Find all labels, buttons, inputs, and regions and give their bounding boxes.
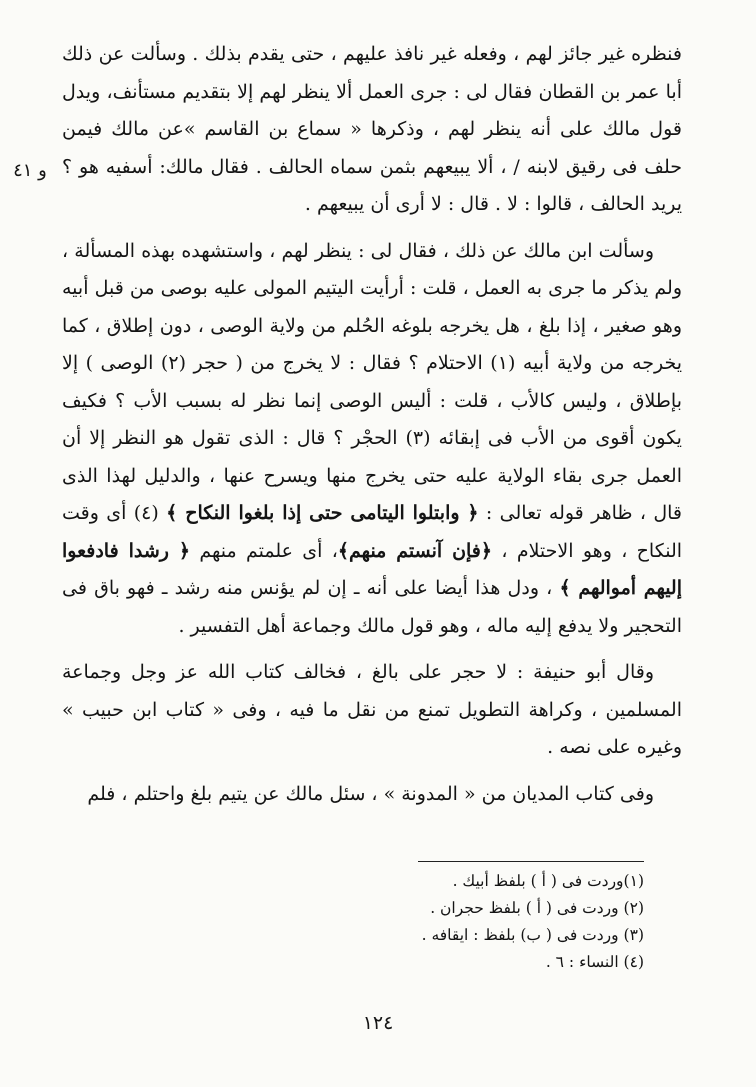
paragraph-1	[62, 36, 682, 224]
text-segment: (٤) أى وقت النكاح ، وهو الاحتلام ،	[62, 502, 683, 562]
quran-verse-3: ﴿ رشدا فادفعوا إليهم أموالهم ﴾	[62, 539, 683, 599]
text-segment: وفى كتاب المديان من « المدونة » ، سئل مالك عن يتيم بلغ واحتلم ، فلم	[87, 782, 654, 805]
paragraph-3	[62, 654, 682, 767]
paragraph-4	[62, 776, 682, 814]
paragraph-2	[62, 233, 682, 646]
footnote-4: (٤) النساء : ٦ .	[545, 953, 644, 971]
text-segment: ، أى علمتم منهم	[189, 539, 338, 562]
footnote-3: (٣) وردت فى ( ب) بلفظ : ايقافه .	[421, 926, 644, 944]
footnote-separator	[418, 861, 644, 862]
text-segment: ، ودل هذا أيضا على أنه ـ إن لم يؤنس منه رشد ـ فهو باق فى التحجير ولا يدفع إليه ماله ، وهو قول مالك وجماعة أهل التفسير .	[62, 577, 682, 637]
quran-verse-1: ﴿ وابتلوا اليتامى حتى إذا بلغوا النكاح ﴾	[166, 502, 479, 524]
text-segment: فنظره غير جائز لهم ، وفعله غير نافذ عليهم ، حتى يقدم بذلك . وسألت عن ذلك أبا عمر بن القطان فقال لى : جرى العمل ألا ينظر لهم إلا بتقديم مستأنف، ويدل قول مالك على أنه ينظر لهم ، وذكرها « سماع بن القاسم »عن مالك فيمن حلف فى رقيق لابنه / ، ألا يبيعهم بثمن سماه الحالف . فقال مالك: أسفيه هو ؟ يريد الحالف ، قالوا : لا . قال : لا أرى أن يبيعهم .	[62, 43, 682, 215]
footnotes	[300, 868, 644, 976]
main-text	[62, 36, 682, 813]
margin-folio-note: و ٤١	[13, 160, 47, 181]
quran-verse-2: ﴿فإن آنستم منهم﴾	[337, 539, 493, 562]
page-number: ١٢٤	[362, 1012, 394, 1034]
text-segment: وسألت ابن مالك عن ذلك ، فقال لى : ينظر لهم ، واستشهده بهذه المسألة ، ولم يذكر ما جرى به العمل ، قلت : أرأيت اليتيم المولى عليه بوصى من قبل أبيه وهو صغير ، إذا بلغ ، هل يخرجه بلوغه الحُلم من ولاية الوصى ، دون إطلاق ، كما يخرجه من ولاية أبيه (١) الاحتلام ؟ فقال : لا يخرج من ( حجر (٢) الوصى ) إلا بإطلاق ، وليس كالأب ، قلت : أليس الوصى إنما نظر له بسبب الأب ؟ فكيف يكون أقوى من الأب فى إبقائه (٣) الحجْر ؟ قال : الذى تقول هو النظر إلا أن العمل جرى بقاء الولاية عليه حتى يخرج منها ويسرح عنها ، والدليل لهذا الذى قال ، ظاهر قوله تعالى :	[62, 239, 683, 524]
footnote-1: (١)وردت فى ( أ ) بلفظ أبيك .	[452, 872, 644, 890]
text-segment: وقال أبو حنيفة : لا حجر على بالغ ، فخالف كتاب الله عز وجل وجماعة المسلمين ، وكراهة التطويل تمنع من نقل ما فيه ، وفى « كتاب ابن حبيب » وغيره على نصه .	[62, 661, 682, 758]
footnote-2: (٢) وردت فى ( أ ) بلفظ حجران .	[430, 899, 644, 917]
